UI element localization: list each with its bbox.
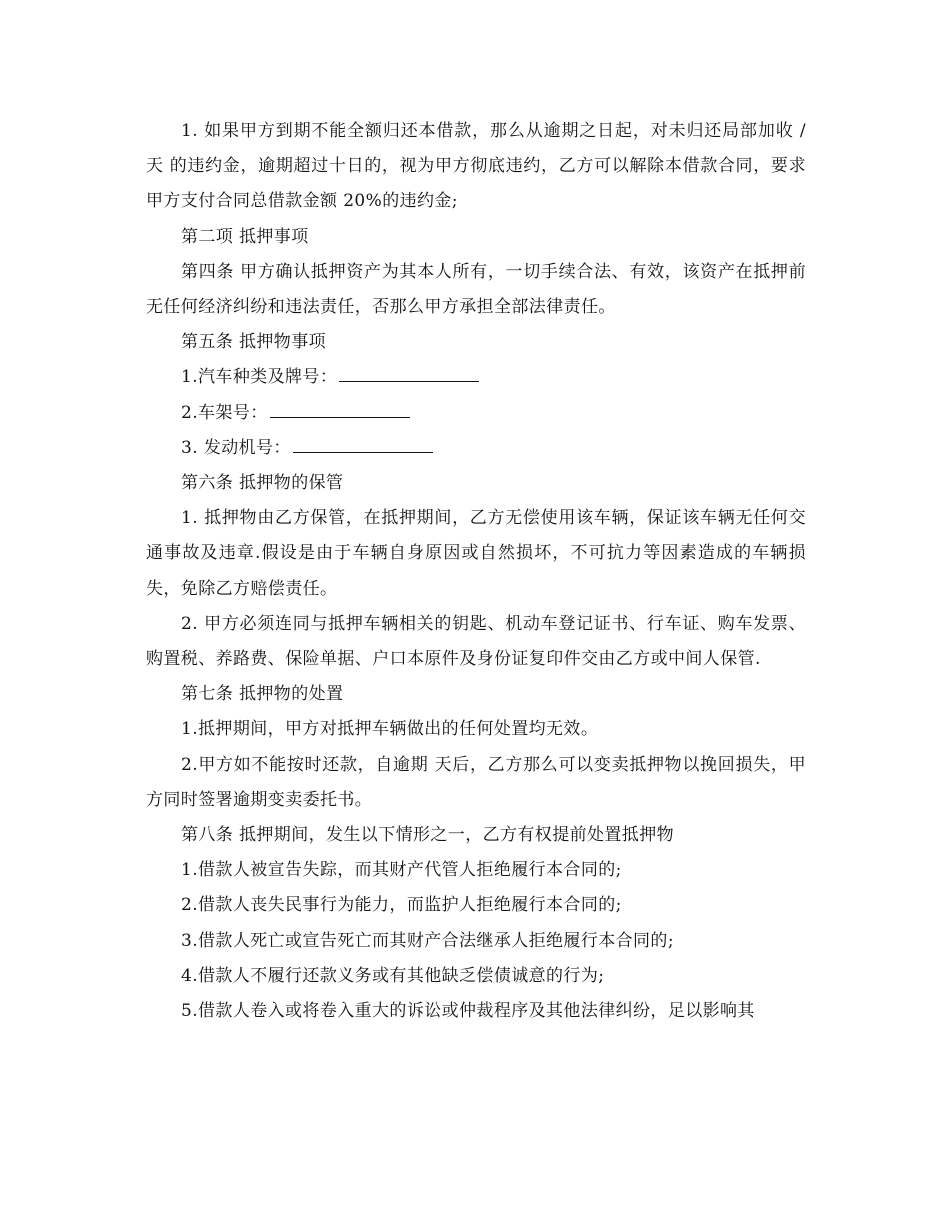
engine-number-line	[146, 431, 806, 466]
vehicle-plate-label: 1.汽车种类及牌号：	[181, 367, 338, 388]
paragraph-penalty-clause: 1. 如果甲方到期不能全额归还本借款，那么从逾期之日起，对未归还局部加收 /天 的违约金，逾期超过十日的，视为甲方彻底违约，乙方可以解除本借款合同，要求甲方支付合同总借款金额 20%的违约金;	[146, 121, 806, 212]
article-8-item-1: 1.借款人被宣告失踪，而其财产代管人拒绝履行本合同的;	[181, 860, 622, 881]
vehicle-plate-blank	[339, 367, 479, 382]
article-4: 第四条 甲方确认抵押资产为其本人所有，一切手续合法、有效，该资产在抵押前无任何经济纠纷和违法责任，否那么甲方承担全部法律责任。	[146, 261, 806, 318]
article-8-item-5: 5.借款人卷入或将卷入重大的诉讼或仲裁程序及其他法律纠纷，足以影响其	[181, 1001, 755, 1022]
article-8-heading: 第八条 抵押期间，发生以下情形之一，乙方有权提前处置抵押物	[181, 825, 675, 846]
article-6-item-2: 2. 甲方必须连同与抵押车辆相关的钥匙、机动车登记证书、行车证、购车发票、购置税、养路费、保险单据、户口本原件及身份证复印件交由乙方或中间人保管.	[146, 613, 806, 670]
article-7-heading: 第七条 抵押物的处置	[181, 684, 344, 705]
article-8-item-3: 3.借款人死亡或宣告死亡而其财产合法继承人拒绝履行本合同的;	[181, 930, 674, 951]
section-heading-mortgage: 第二项 抵押事项	[181, 226, 309, 247]
engine-number-blank	[293, 438, 433, 453]
chassis-number-blank	[270, 403, 410, 418]
article-7-item-1: 1.抵押期间，甲方对抵押车辆做出的任何处置均无效。	[181, 719, 599, 740]
vehicle-plate-line	[146, 360, 806, 395]
article-5-heading: 第五条 抵押物事项	[181, 332, 327, 353]
article-8-item-2: 2.借款人丧失民事行为能力，而监护人拒绝履行本合同的;	[181, 895, 622, 916]
article-6-heading: 第六条 抵押物的保管	[181, 473, 344, 494]
article-6-item-1: 1. 抵押物由乙方保管，在抵押期间，乙方无偿使用该车辆，保证该车辆无任何交通事故及违章.假设是由于车辆自身原因或自然损坏，不可抗力等因素造成的车辆损失，免除乙方赔偿责任。	[146, 508, 806, 599]
chassis-number-label: 2.车架号：	[181, 402, 268, 423]
article-7-item-2: 2.甲方如不能按时还款，自逾期 天后，乙方那么可以变卖抵押物以挽回损失，甲方同时签署逾期变卖委托书。	[146, 754, 806, 810]
article-8-item-4: 4.借款人不履行还款义务或有其他缺乏偿债诚意的行为;	[181, 965, 605, 986]
document-body	[146, 114, 806, 1029]
engine-number-label: 3. 发动机号：	[181, 437, 291, 458]
chassis-number-line	[146, 396, 806, 431]
